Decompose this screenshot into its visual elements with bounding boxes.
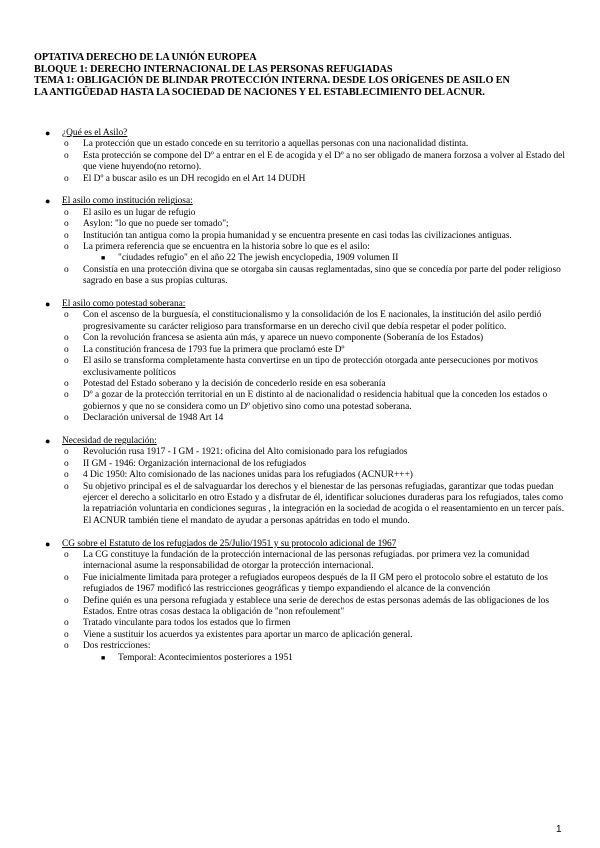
circle-bullet-icon: o: [64, 150, 69, 161]
list-item: o Dos restricciones:: [64, 641, 151, 652]
circle-bullet-icon: o: [64, 618, 69, 629]
circle-bullet-icon: o: [64, 139, 69, 150]
circle-bullet-icon: o: [64, 219, 69, 230]
circle-bullet-icon: o: [64, 344, 69, 355]
page-number: 1: [556, 824, 562, 835]
list-item: o La protección que un estado concede en su territorio a aquellas personas con una nacionalidad distinta.: [64, 139, 469, 150]
circle-bullet-icon: o: [64, 333, 69, 344]
section-asilo-potestad-soberana: [0, 299, 600, 424]
list-item: o Fue inicialmente limitada para proteger a refugiados europeos después de la II GM pero el protocolo sobre el estatuto de los refugiados de 1967 modificó las restricciones geográficas y tiempo expandiendo el alcance de la convención: [64, 572, 548, 595]
block-title: BLOQUE 1: DERECHO INTERNACIONAL DE LAS PERSONAS REFUGIADAS: [34, 63, 393, 75]
list-item: o El asilo se transforma completamente hasta convertirse en un tipo de protección otorgada ante persecuciones por motivos exclusivamente políticos: [64, 356, 538, 378]
list-item: o Tratado vinculante para todos los estados que lo firmen: [64, 618, 291, 629]
list-item: o Institución tan antigua como la propia humanidad y se encuentra presente en casi todas las civilizaciones antiguas.: [64, 230, 512, 241]
list-item: o 4 Dic 1950: Alto comisionado de las naciones unidas para los refugiados (ACNUR+++): [64, 470, 413, 481]
circle-bullet-icon: o: [64, 481, 69, 492]
circle-bullet-icon: o: [64, 629, 69, 640]
list-item: o Potestad del Estado soberano y la decisión de concederlo reside en esa soberanía: [64, 378, 386, 389]
bullet-icon: ●: [45, 538, 51, 549]
section-heading: [0, 196, 600, 207]
circle-bullet-icon: o: [64, 549, 69, 560]
circle-bullet-icon: o: [64, 173, 69, 184]
document-header: [34, 52, 564, 98]
list-item: o La CG constituye la fundación de la protección internacional de las personas refugiadas. por primera vez la comunidad internacional asume la responsabilidad de otorgar la protección internacional.: [64, 549, 530, 572]
circle-bullet-icon: o: [64, 641, 69, 652]
circle-bullet-icon: o: [64, 390, 69, 401]
document-body: [0, 128, 600, 675]
list-item: o Con la revolución francesa se asienta aún más, y aparece un nuevo componente (Soberanía de los Estados): [64, 333, 484, 344]
list-item: o Asylon: "lo que no puede ser tomado";: [64, 219, 229, 230]
section-title: El asilo como institución religiosa:: [62, 196, 193, 207]
list-item: o Consistía en una protección divina que se otorgaba sin causas reglamentadas, sino que se concedía por parte del poder religioso sagrado en base a sus propias culturas.: [64, 264, 561, 287]
circle-bullet-icon: o: [64, 264, 69, 275]
circle-bullet-icon: o: [64, 413, 69, 424]
sub-list-item: ■ Temporal: Acontecimientos posteriores a 1951: [101, 652, 293, 663]
circle-bullet-icon: o: [64, 378, 69, 389]
circle-bullet-icon: o: [64, 595, 69, 606]
section-heading: [0, 128, 600, 139]
list-item: o Su objetivo principal es el de salvaguardar los derechos y el bienestar de las personas refugiadas, garantizar que todas puedan ejercer el derecho a solicitarlo en otro Estado y a disfrutar de él, identificar soluciones duraderas para los refugiados, tales como la repatriación voluntaria en condiciones seguras , la integración en la sociedad de acogida o el reasentamiento en un tercer país. El ACNUR también tiene el mandato de ayudar a personas apátridas en todo el mundo.: [64, 481, 565, 526]
circle-bullet-icon: o: [64, 310, 69, 321]
list-item: o Con el ascenso de la burguesía, el constitucionalismo y la consolidación de los E nacionales, la institución del asilo perdió progresivamente su carácter religioso para transformarse en un derecho civil que debía respetar el poder político.: [64, 310, 542, 332]
circle-bullet-icon: o: [64, 447, 69, 458]
section-title: Necesidad de regulación:: [62, 435, 157, 446]
bullet-icon: ●: [45, 299, 51, 310]
list-item: o II GM - 1946: Organización internacional de los refugiados: [64, 458, 307, 469]
bullet-icon: ●: [45, 196, 51, 207]
section-cg-estatuto-refugiados: [0, 539, 600, 664]
list-item: o La primera referencia que se encuentra en la historia sobre lo que es el asilo:: [64, 242, 370, 253]
list-item: o Revolución rusa 1917 - I GM - 1921: oficina del Alto comisionado para los refugiados: [64, 447, 408, 458]
circle-bullet-icon: o: [64, 242, 69, 253]
list-item: o Declaración universal de 1948 Art 14: [64, 413, 224, 424]
square-bullet-icon: ■: [101, 653, 106, 662]
section-heading: [0, 299, 600, 310]
section-title: CG sobre el Estatuto de los refugiados de 25/Julio/1951 y su protocolo adicional de 1967: [62, 538, 397, 549]
course-title: OPTATIVA DERECHO DE LA UNIÓN EUROPEA: [34, 52, 257, 63]
topic-title-line-1: TEMA 1: OBLIGACIÓN DE BLINDAR PROTECCIÓN INTERNA. DESDE LOS ORÍGENES DE ASILO EN: [34, 75, 510, 87]
circle-bullet-icon: o: [64, 207, 69, 218]
list-item: o Dº a gozar de la protección territorial en un E distinto al de nacionalidad o residencia habitual que la conceden los estados o gobiernos y que no se considera como un Dº objetivo sino como una potestad soberana.: [64, 390, 548, 412]
bullet-icon: ●: [45, 128, 51, 138]
circle-bullet-icon: o: [64, 470, 69, 481]
circle-bullet-icon: o: [64, 572, 69, 583]
section-heading: [0, 436, 600, 447]
section-heading: [0, 539, 600, 550]
list-item: o Define quién es una persona refugiada y establece una serie de derechos de estas personas además de las obligaciones de los Estados. Entre otras cosas destaca la obligación de "non refoulement": [64, 595, 549, 617]
section-que-es-asilo: [0, 128, 600, 185]
list-item: o El Dº a buscar asilo es un DH recogido en el Art 14 DUDH: [64, 173, 306, 184]
topic-title-line-2: LA ANTIGÜEDAD HASTA LA SOCIEDAD DE NACIONES Y EL ESTABLECIMIENTO DEL ACNUR.: [34, 86, 485, 98]
sub-list-item: ■ "ciudades refugio" en el año 22 The jewish encyclopedia, 1909 volumen II: [101, 253, 399, 264]
list-item: o Viene a sustituir los acuerdos ya existentes para aportar un marco de aplicación general.: [64, 629, 413, 640]
list-item: o La constitución francesa de 1793 fue la primera que proclamó este Dº: [64, 344, 345, 355]
square-bullet-icon: ■: [101, 254, 106, 263]
circle-bullet-icon: o: [64, 230, 69, 241]
section-necesidad-regulacion: [0, 436, 600, 527]
circle-bullet-icon: o: [64, 458, 69, 469]
list-item: o Esta protección se compone del Dº a entrar en el E de acogida y el Dº a no ser obligado de manera forzosa a volver al Estado del que viene huyendo(no retorno).: [64, 150, 565, 173]
bullet-icon: ●: [45, 435, 51, 446]
section-title: El asilo como potestad soberana:: [62, 299, 186, 310]
list-item: o El asilo es un lugar de refugio: [64, 207, 196, 218]
section-title: ¿Qué es el Asilo?: [62, 128, 128, 138]
section-asilo-religiosa: [0, 196, 600, 287]
circle-bullet-icon: o: [64, 356, 69, 367]
